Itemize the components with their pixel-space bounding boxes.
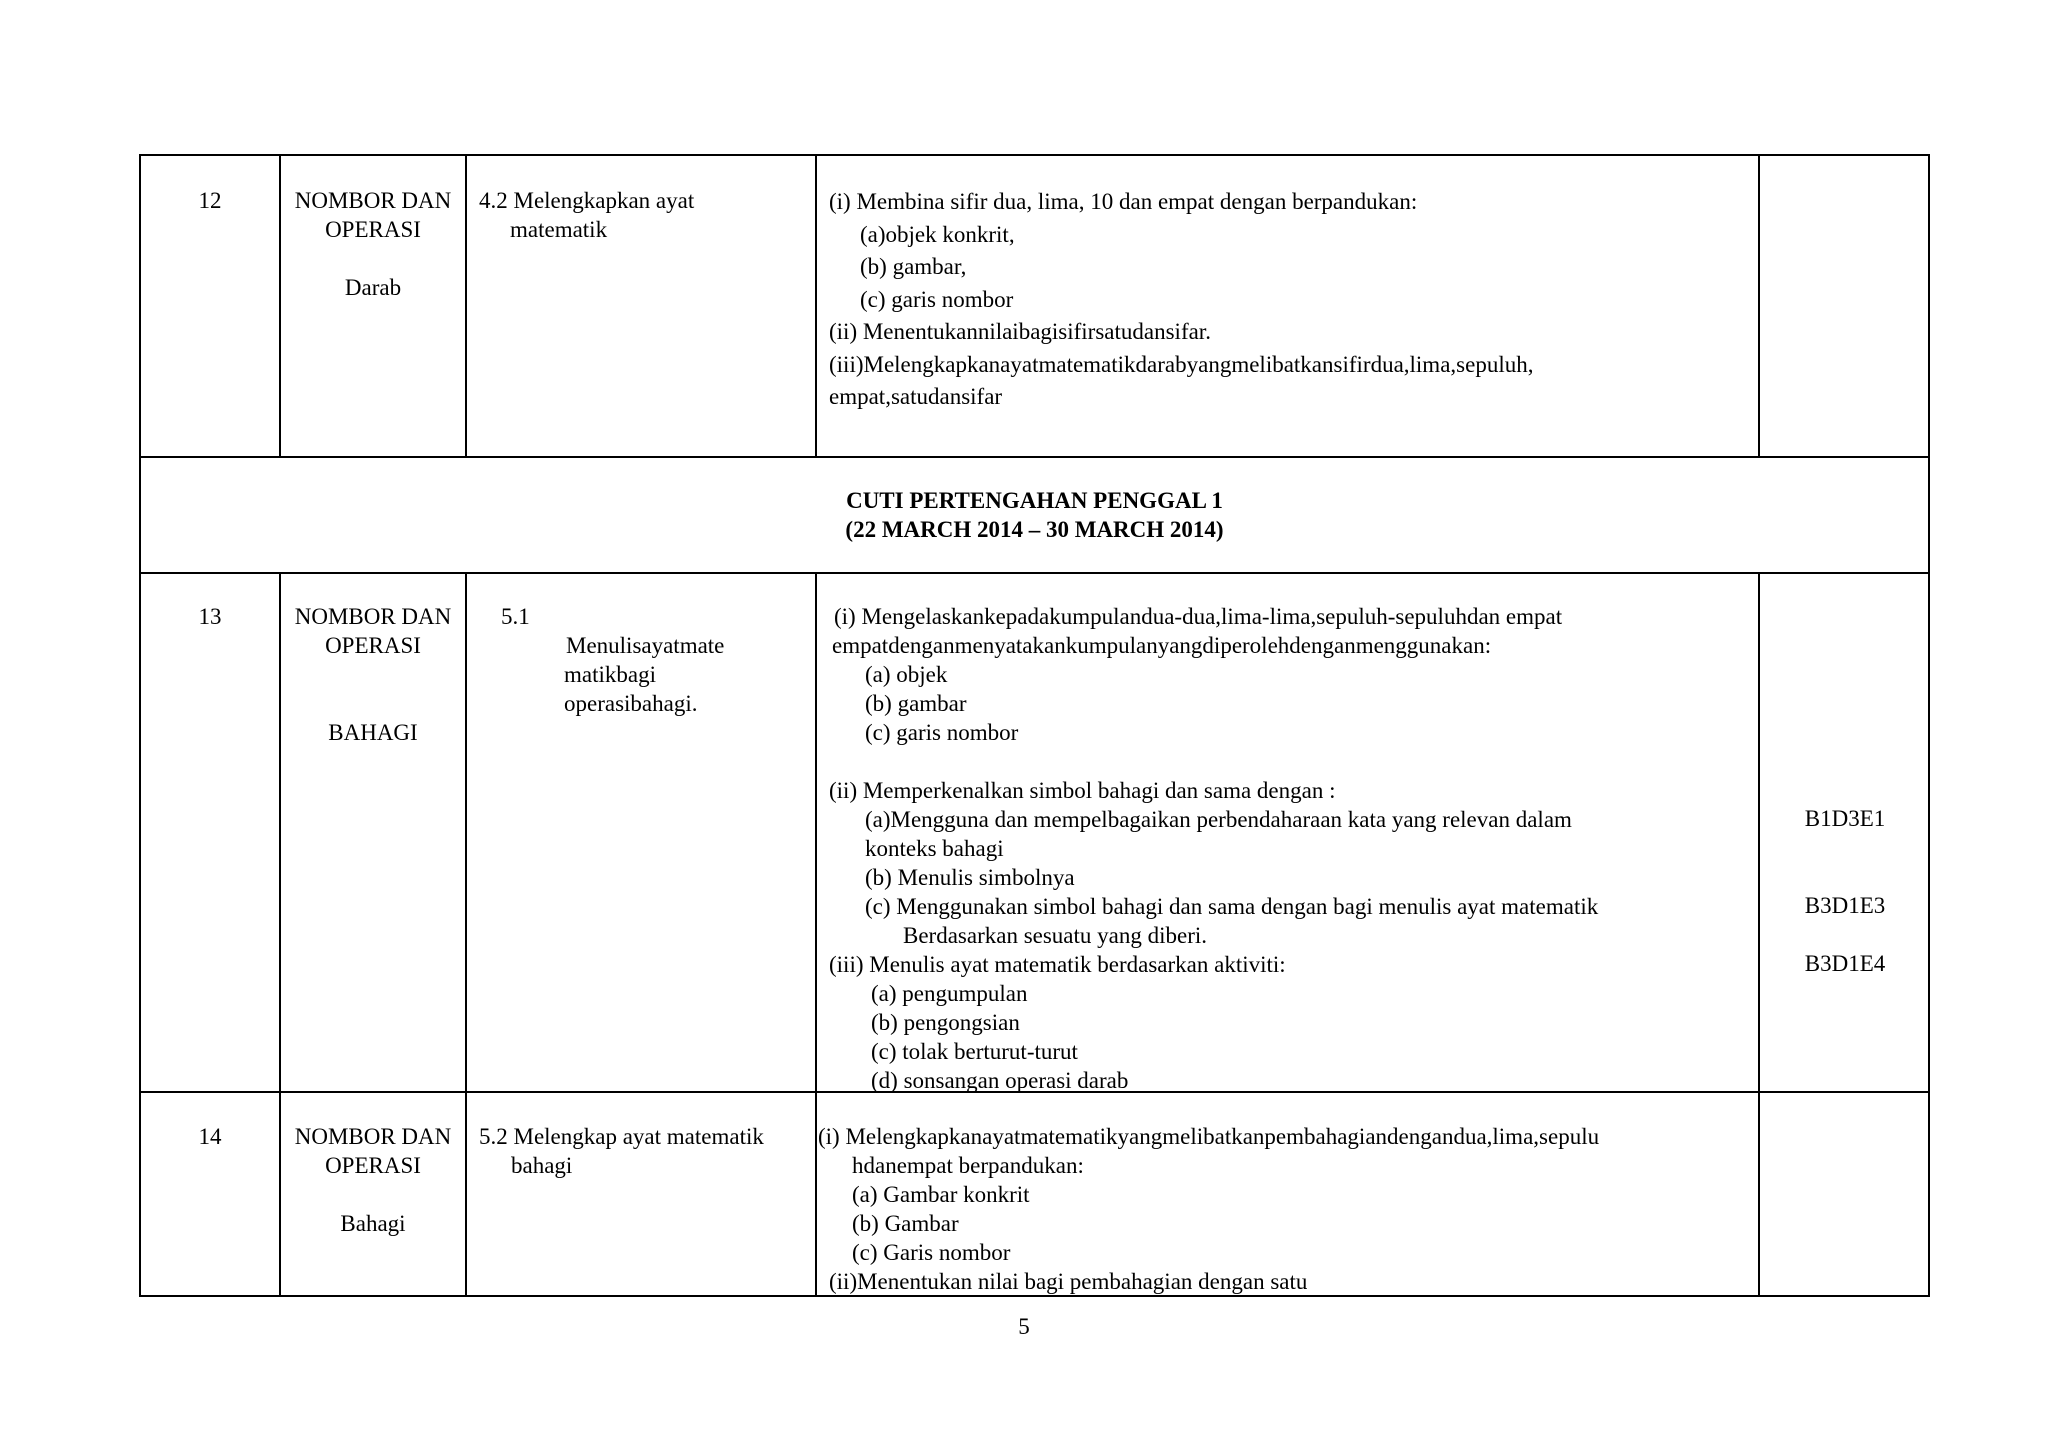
- learning-area: NOMBOR DAN OPERASI Darab: [294, 188, 452, 300]
- learning-content: (i) Mengelaskankepadakumpulandua-dua,lima-lima,sepuluh-sepuluhdan empat empatdenganmenyatakankumpulanyangdiperolehdenganmenggunakan: (a) objek (b) gambar (c) garis nombor (ii) Memperkenalkan simbol bahagi dan sama dengan : (a)Mengguna dan mempelbagaikan perbendaharaan kata yang relevan dalam konteks bahagi (b) Menulis simbolnya (c) Menggunakan simbol bahagi dan sama dengan bagi menulis ayat matematik Berdasarkan sesuatu yang diberi. (iii) Menulis ayat matematik berdasarkan aktiviti: (a) pengumpulan (b) pengongsian (c) tolak berturut-turut (d) sonsangan operasi darab: [829, 604, 1599, 1093]
- holiday-title: CUTI PERTENGAHAN PENGGAL 1: [846, 488, 1223, 513]
- column-divider: [465, 156, 467, 456]
- column-divider: [1758, 156, 1760, 456]
- row-divider: [141, 572, 1928, 574]
- assessment-code: B3D1E4: [1804, 951, 1886, 976]
- learning-standard: 5.1 Menulisayatmate matikbagi operasibahagi.: [501, 604, 725, 716]
- page-number: 5: [1018, 1314, 1030, 1339]
- column-divider: [815, 572, 817, 1297]
- learning-area: NOMBOR DAN OPERASI Bahagi: [294, 1124, 452, 1236]
- holiday-banner: [141, 486, 1928, 544]
- holiday-dates: (22 MARCH 2014 – 30 MARCH 2014): [845, 517, 1224, 542]
- lesson-plan-table: [139, 154, 1930, 1297]
- column-divider: [815, 156, 817, 456]
- learning-standard: 5.2 Melengkap ayat matematik bahagi: [479, 1124, 764, 1178]
- learning-content: (i) Melengkapkanayatmatematikyangmelibatkanpembahagiandengandua,lima,sepulu hdanempat berpandukan: (a) Gambar konkrit (b) Gambar (c) Garis nombor (ii)Menentukan nilai bagi pembahagian dengan satu: [818, 1124, 1600, 1294]
- column-divider: [1758, 572, 1760, 1297]
- week-number: 12: [198, 188, 222, 213]
- learning-area: NOMBOR DAN OPERASI BAHAGI: [294, 604, 452, 745]
- column-divider: [465, 572, 467, 1297]
- assessment-code: B1D3E1: [1804, 806, 1886, 831]
- assessment-code: B3D1E3: [1804, 893, 1886, 918]
- row-divider: [141, 456, 1928, 458]
- learning-content: (i) Membina sifir dua, lima, 10 dan empat dengan berpandukan: (a)objek konkrit, (b) gambar, (c) garis nombor (ii) Menentukannilaibagisifirsatudansifar. (iii)Melengkapkanayatmatematikdarabyangmelibatkansifirdua,lima,sepuluh, empat,satudansifar: [829, 189, 1534, 409]
- week-number: 14: [198, 1124, 222, 1149]
- learning-standard: 4.2 Melengkapkan ayat matematik: [479, 188, 695, 242]
- week-number: 13: [198, 604, 222, 629]
